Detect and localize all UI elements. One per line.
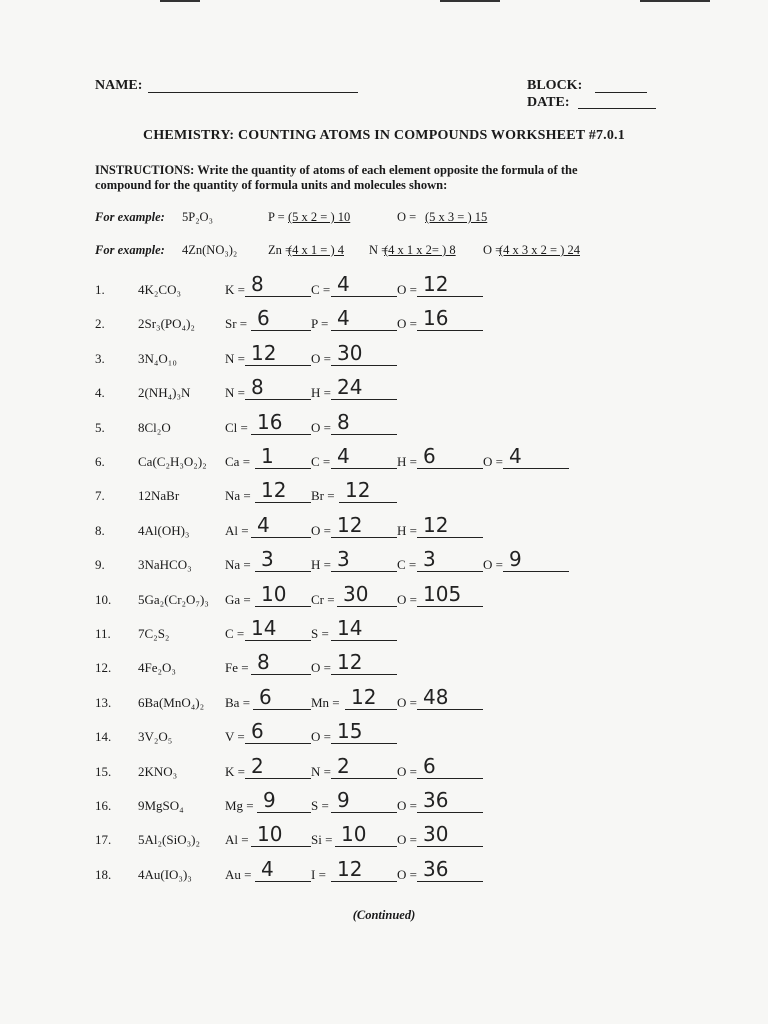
atom-count-answer[interactable]: 6: [253, 685, 311, 710]
element-label: C =: [311, 454, 331, 469]
date-label: DATE:: [527, 95, 570, 110]
atom-count-answer[interactable]: 1: [255, 444, 311, 469]
compound-formula: 4K₂CO₃: [138, 282, 182, 297]
example-formula: 5P₂O₃: [182, 210, 213, 224]
atom-count-answer[interactable]: 12: [345, 685, 397, 710]
element-label: Ca =: [225, 454, 251, 469]
element-label: O =: [483, 454, 503, 469]
problem-number: 11.: [95, 626, 111, 641]
atom-count-answer[interactable]: 36: [417, 857, 483, 882]
problem-number: 12.: [95, 660, 112, 676]
example-element: P =: [268, 210, 285, 224]
atom-count-answer[interactable]: 6: [251, 306, 311, 331]
problem-row: [0, 547, 768, 577]
atom-count-answer[interactable]: 8: [245, 272, 311, 297]
element-label: C =: [311, 282, 331, 297]
atom-count-answer[interactable]: 9: [257, 788, 311, 813]
problem-number: 2.: [95, 316, 105, 332]
atom-count-answer[interactable]: 2: [331, 754, 397, 779]
problem-number: 3.: [95, 350, 105, 366]
problem-number: 1.: [95, 282, 105, 297]
atom-count-answer[interactable]: 8: [331, 410, 397, 435]
scan-edge-mark: [440, 0, 500, 2]
problem-number: 18.: [95, 866, 112, 882]
element-label: Cr =: [311, 591, 335, 607]
atom-count-answer[interactable]: 4: [331, 306, 397, 331]
atom-count-answer[interactable]: 30: [337, 582, 397, 607]
element-label: O =: [311, 522, 331, 538]
compound-formula: 9MgSO₄: [138, 798, 184, 813]
compound-formula: 5Al₂(SiO₃)₂: [138, 832, 200, 848]
problem-number: 8.: [95, 522, 105, 538]
block-label: BLOCK:: [527, 78, 583, 93]
example-formula: 4Zn(NO₃)₂: [182, 243, 238, 257]
problem-row: [0, 719, 768, 749]
element-label: N =: [225, 350, 245, 366]
element-label: Na =: [225, 557, 251, 573]
element-label: O =: [397, 763, 417, 779]
problem-row: [0, 754, 768, 784]
example-answer: (5 x 2 = ) 10: [288, 210, 351, 224]
atom-count-answer[interactable]: 12: [255, 478, 311, 503]
element-label: P =: [311, 316, 329, 332]
problem-number: 10.: [95, 591, 112, 607]
problem-row: [0, 272, 768, 302]
problem-row: [0, 857, 768, 887]
element-label: O =: [397, 866, 417, 882]
element-label: Sr =: [225, 316, 248, 332]
atom-count-answer[interactable]: 10: [255, 582, 311, 607]
problem-row: [0, 788, 768, 818]
scan-edge-mark: [160, 0, 200, 2]
compound-formula: 3NaHCO₃: [138, 557, 192, 573]
atom-count-answer[interactable]: 8: [251, 650, 311, 675]
compound-formula: 4Al(OH)₃: [138, 522, 190, 538]
atom-count-answer[interactable]: 12: [331, 513, 397, 538]
example-answer: (4 x 1 x 2= ) 8: [384, 243, 456, 257]
atom-count-answer[interactable]: 15: [331, 719, 397, 744]
scan-edge-mark: [640, 0, 710, 2]
problem-number: 7.: [95, 488, 105, 504]
continued-note: (Continued): [352, 908, 416, 922]
example-element: N =: [369, 243, 389, 257]
example-answer: (4 x 1 = ) 4: [288, 243, 344, 257]
element-label: O =: [311, 660, 331, 676]
atom-count-answer[interactable]: 3: [417, 547, 483, 572]
element-label: Ga =: [225, 591, 251, 607]
instructions: INSTRUCTIONS: Write the quantity of atoms of each element opposite the formula of the compound for the quantity of formula units and molecules shown:: [95, 163, 578, 192]
element-label: Au =: [225, 866, 252, 882]
atom-count-answer[interactable]: 16: [251, 410, 311, 435]
element-label: N =: [311, 763, 331, 779]
atom-count-answer[interactable]: 105: [417, 582, 483, 607]
element-label: O =: [397, 316, 417, 332]
atom-count-answer[interactable]: 24: [331, 375, 397, 400]
problem-row: [0, 685, 768, 715]
element-label: Br =: [311, 488, 335, 504]
atom-count-answer[interactable]: 9: [503, 547, 569, 572]
atom-count-answer[interactable]: 12: [339, 478, 397, 503]
problem-number: 6.: [95, 454, 105, 469]
atom-count-answer[interactable]: 12: [245, 341, 311, 366]
element-label: O =: [483, 557, 503, 573]
example-element: O =: [397, 210, 417, 224]
compound-formula: Ca(C₂H₃O₂)₂: [138, 454, 207, 469]
atom-count-answer[interactable]: 9: [331, 788, 397, 813]
name-field[interactable]: [148, 92, 358, 93]
atom-count-answer[interactable]: 14: [331, 616, 397, 641]
atom-count-answer[interactable]: 6: [417, 444, 483, 469]
compound-formula: 5Ga₂(Cr₂O₇)₃: [138, 591, 209, 607]
element-label: Si =: [311, 832, 333, 848]
element-label: S =: [311, 626, 329, 641]
atom-count-answer[interactable]: 4: [251, 513, 311, 538]
example-label: For example:: [95, 210, 165, 224]
element-label: Ba =: [225, 694, 251, 710]
element-label: O =: [397, 832, 417, 848]
atom-count-answer[interactable]: 4: [331, 444, 397, 469]
name-label: NAME:: [95, 78, 143, 93]
problem-row: [0, 444, 768, 474]
element-label: Mg =: [225, 798, 254, 813]
element-label: Mn =: [311, 694, 340, 710]
element-label: Fe =: [225, 660, 249, 676]
element-label: O =: [311, 419, 331, 435]
element-label: Al =: [225, 522, 249, 538]
element-label: O =: [311, 350, 331, 366]
problem-row: [0, 375, 768, 405]
problem-row: [0, 410, 768, 440]
problem-row: [0, 616, 768, 646]
element-label: O =: [397, 282, 417, 297]
atom-count-answer[interactable]: 8: [245, 375, 311, 400]
example-element: Zn =: [268, 243, 293, 257]
compound-formula: 2Sr₃(PO₄)₂: [138, 316, 195, 332]
atom-count-answer[interactable]: 12: [331, 650, 397, 675]
problem-number: 16.: [95, 798, 112, 813]
problem-row: [0, 582, 768, 612]
atom-count-answer[interactable]: 36: [417, 788, 483, 813]
problem-row: [0, 306, 768, 336]
date-field[interactable]: [578, 108, 656, 109]
element-label: Al =: [225, 832, 249, 848]
element-label: K =: [225, 282, 245, 297]
problem-number: 9.: [95, 557, 105, 573]
element-label: O =: [397, 798, 417, 813]
problem-row: [0, 513, 768, 543]
atom-count-answer[interactable]: 10: [335, 822, 397, 847]
compound-formula: 12NaBr: [138, 488, 180, 504]
element-label: O =: [311, 729, 331, 745]
element-label: K =: [225, 763, 245, 779]
problem-number: 15.: [95, 763, 112, 779]
atom-count-answer[interactable]: 30: [331, 341, 397, 366]
atom-count-answer[interactable]: 16: [417, 306, 483, 331]
example-answer: (4 x 3 x 2 = ) 24: [499, 243, 580, 257]
element-label: O =: [397, 694, 417, 710]
atom-count-answer[interactable]: 48: [417, 685, 483, 710]
example-label: For example:: [95, 243, 165, 257]
element-label: V =: [225, 729, 245, 745]
atom-count-answer[interactable]: 4: [503, 444, 569, 469]
problem-number: 5.: [95, 419, 105, 435]
worksheet-title: CHEMISTRY: COUNTING ATOMS IN COMPOUNDS WORKSHEET #7.0.1: [143, 128, 625, 143]
atom-count-answer[interactable]: 6: [245, 719, 311, 744]
element-label: O =: [397, 591, 417, 607]
problem-number: 13.: [95, 694, 112, 710]
compound-formula: 2(NH₄)₃N: [138, 385, 191, 401]
atom-count-answer[interactable]: 4: [255, 857, 311, 882]
example-element: O =: [483, 243, 503, 257]
problem-number: 4.: [95, 385, 105, 401]
compound-formula: 8Cl₂O: [138, 419, 171, 435]
atom-count-answer[interactable]: 14: [245, 616, 311, 641]
element-label: H =: [397, 454, 417, 469]
block-field[interactable]: [595, 92, 647, 93]
problem-number: 17.: [95, 832, 112, 848]
atom-count-answer[interactable]: 12: [417, 513, 483, 538]
compound-formula: 4Au(IO₃)₃: [138, 866, 192, 882]
compound-formula: 4Fe₂O₃: [138, 660, 176, 676]
problem-row: [0, 650, 768, 680]
compound-formula: 2KNO₃: [138, 763, 178, 779]
problem-number: 14.: [95, 729, 112, 745]
problem-row: [0, 478, 768, 508]
problem-row: [0, 341, 768, 371]
element-label: I =: [311, 866, 326, 882]
element-label: H =: [311, 557, 331, 573]
element-label: Cl =: [225, 419, 248, 435]
element-label: S =: [311, 798, 329, 813]
compound-formula: 3V₂O₅: [138, 729, 173, 745]
compound-formula: 6Ba(MnO₄)₂: [138, 694, 205, 710]
atom-count-answer[interactable]: 3: [255, 547, 311, 572]
element-label: H =: [397, 522, 417, 538]
atom-count-answer[interactable]: 10: [251, 822, 311, 847]
element-label: N =: [225, 385, 245, 401]
atom-count-answer[interactable]: 12: [331, 857, 397, 882]
element-label: H =: [311, 385, 331, 401]
problem-row: [0, 822, 768, 852]
atom-count-answer[interactable]: 4: [331, 272, 397, 297]
atom-count-answer[interactable]: 6: [417, 754, 483, 779]
atom-count-answer[interactable]: 2: [245, 754, 311, 779]
atom-count-answer[interactable]: 3: [331, 547, 397, 572]
element-label: C =: [225, 626, 245, 641]
element-label: Na =: [225, 488, 251, 504]
atom-count-answer[interactable]: 12: [417, 272, 483, 297]
compound-formula: 7C₂S₂: [138, 626, 170, 641]
compound-formula: 3N₄O₁₀: [138, 350, 177, 366]
example-answer: (5 x 3 = ) 15: [425, 210, 488, 224]
atom-count-answer[interactable]: 30: [417, 822, 483, 847]
element-label: C =: [397, 557, 417, 573]
